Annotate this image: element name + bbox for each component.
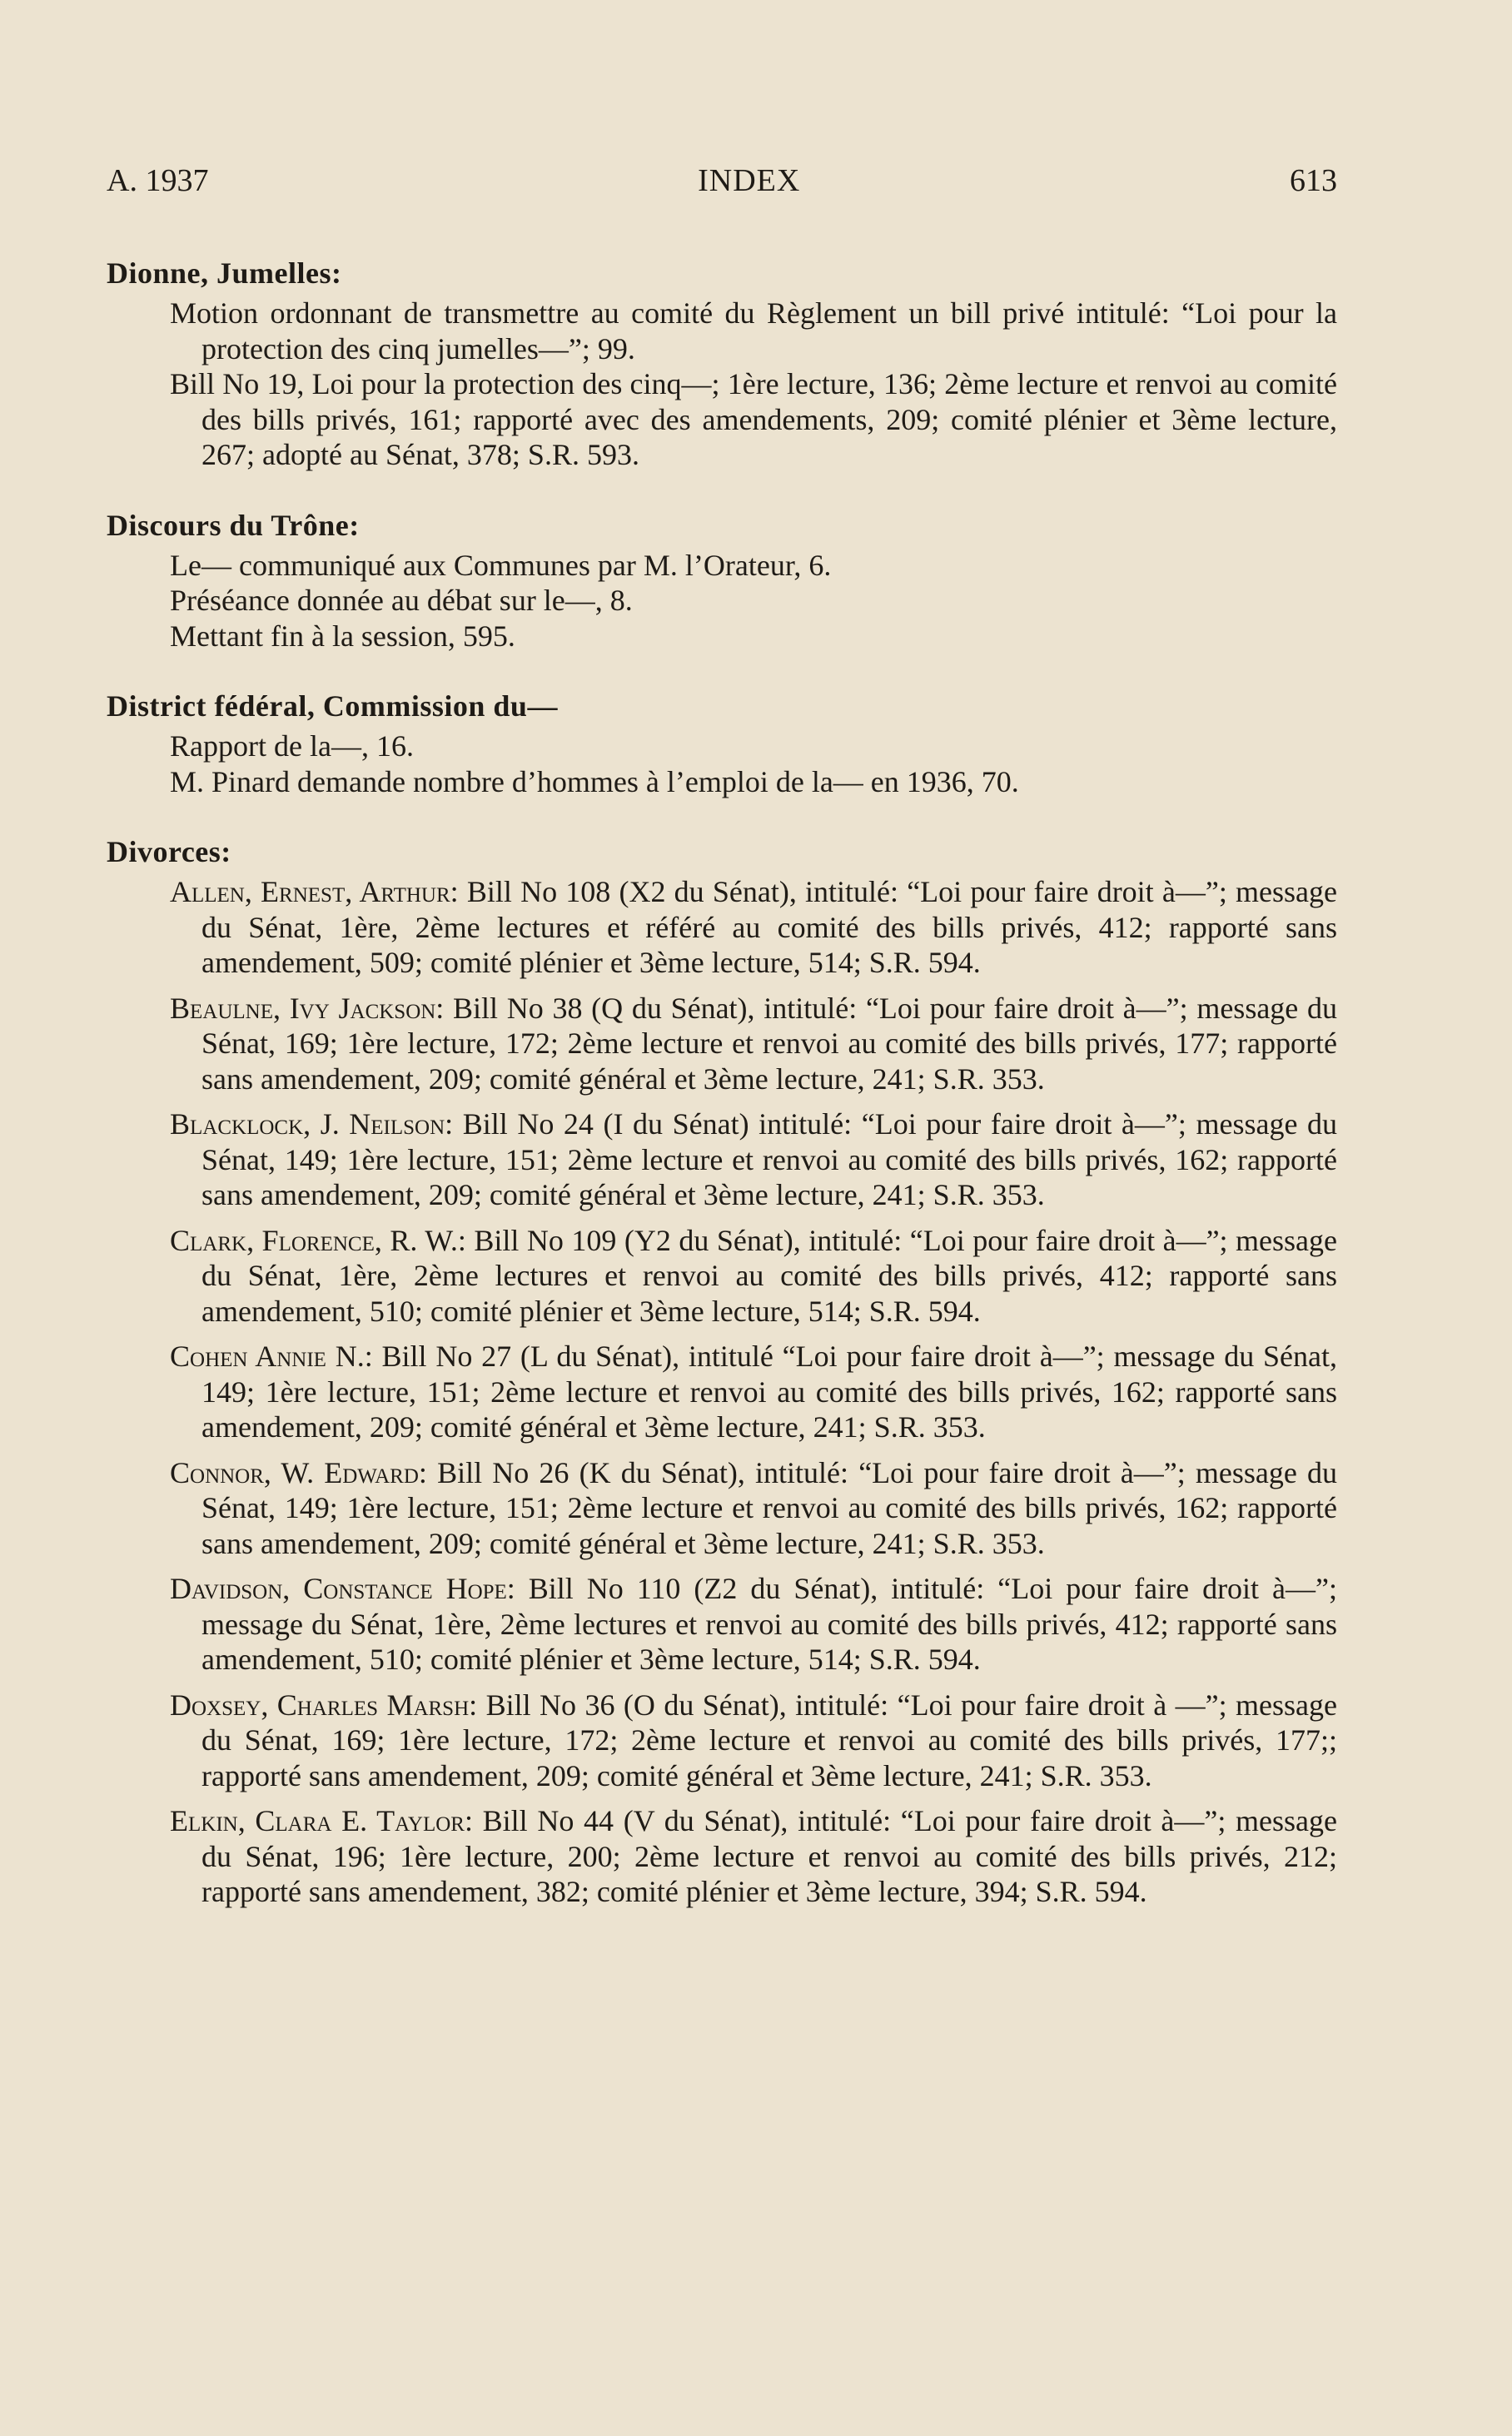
entry-name: Doxsey, Charles Marsh: bbox=[170, 1688, 478, 1722]
header-title: INDEX bbox=[698, 163, 801, 198]
section-discours-du-trone bbox=[107, 508, 1337, 654]
entry-name: Cohen Annie N.: bbox=[170, 1340, 373, 1373]
entry-name: Clark, Florence, R. W.: bbox=[170, 1223, 466, 1257]
entry-name: Beaulne, Ivy Jackson: bbox=[170, 991, 445, 1025]
divorce-entry bbox=[138, 1223, 1337, 1330]
divorce-entry bbox=[138, 1455, 1337, 1562]
divorce-entry bbox=[138, 1106, 1337, 1213]
section-divorces bbox=[107, 834, 1337, 1910]
divorce-entry bbox=[138, 991, 1337, 1097]
section-dionne-jumelles bbox=[107, 256, 1337, 473]
entry-text: Bill No 26 (K du Sénat), intitulé: “Loi pour faire droit à—”; message du Sénat, 149; 1ère lecture, 151; 2ème lecture et renvoi au comité des bills privés, 162; rapporté sans amendement, 209; comité général et 3ème lecture, 241; S.R. 353. bbox=[201, 1455, 1337, 1560]
entry-text: Bill No 27 (L du Sénat), intitulé “Loi pour faire droit à—”; message du Sénat, 149; 1ère lecture, 151; 2ème lecture et renvoi au comité des bills privés, 162; rapporté sans amendement, 209; comité général et 3ème lecture, 241; S.R. 353. bbox=[201, 1340, 1337, 1444]
entry-text: Bill No 108 (X2 du Sénat), intitulé: “Loi pour faire droit à—”; message du Sénat, 1ère, 2ème lectures et référé au comité des bills privés, 412; rapporté sans amendement, 509; comité plénier et 3ème lecture, 514; S.R. 594. bbox=[201, 875, 1337, 979]
running-header bbox=[107, 162, 1337, 199]
entry-text: Bill No 38 (Q du Sénat), intitulé: “Loi pour faire droit à—”; message du Sénat, 169; 1ère lecture, 172; 2ème lecture et renvoi au comité des bills privés, 177; rapporté sans amendement, 209; comité général et 3ème lecture, 241; S.R. 353. bbox=[201, 991, 1337, 1096]
divorce-entry bbox=[138, 1688, 1337, 1794]
section-district-federal bbox=[107, 689, 1337, 799]
index-entry: Bill No 19, Loi pour la protection des cinq—; 1ère lecture, 136; 2ème lecture et renvoi au comité des bills privés, 161; rapporté avec des amendements, 209; comité plénier et 3ème lecture, 267; adopté au Sénat, 378; S.R. 593. bbox=[170, 367, 1337, 471]
entry-text: Bill No 44 (V du Sénat), intitulé: “Loi pour faire droit à—”; message du Sénat, 196; 1ère lecture, 200; 2ème lecture et renvoi au comité des bills privés, 212; rapporté sans amendement, 382; comité plénier et 3ème lecture, 394; S.R. 594. bbox=[201, 1804, 1337, 1908]
page-number: 613 bbox=[1290, 163, 1337, 198]
entry-text: Bill No 36 (O du Sénat), intitulé: “Loi pour faire droit à —”; message du Sénat, 169; 1ère lecture, 172; 2ème lecture et renvoi au comité des bills privés, 177;; rapporté sans amendement, 209; comité général et 3ème lecture, 241; S.R. 353. bbox=[201, 1688, 1338, 1792]
entry-name: Elkin, Clara E. Taylor: bbox=[170, 1804, 473, 1837]
section-heading: Dionne, Jumelles: bbox=[107, 256, 342, 290]
divorce-entry bbox=[138, 1803, 1337, 1910]
entry-name: Davidson, Constance Hope: bbox=[170, 1572, 515, 1605]
entry-name: Blacklock, J. Neilson: bbox=[170, 1107, 454, 1141]
index-entry: M. Pinard demande nombre d’hommes à l’emploi de la— en 1936, 70. bbox=[170, 764, 1019, 798]
entry-text: Bill No 109 (Y2 du Sénat), intitulé: “Loi pour faire droit à—”; message du Sénat, 1ère, 2ème lectures et renvoi au comité des bills privés, 412; rapporté sans amendement, 510; comité plénier et 3ème lecture, 514; S.R. 594. bbox=[201, 1223, 1337, 1328]
entry-text: Bill No 110 (Z2 du Sénat), intitulé: “Loi pour faire droit à—”; message du Sénat, 1ère, 2ème lectures et renvoi au comité des bills privés, 412; rapporté sans amendement, 510; comité plénier et 3ème lecture, 514; S.R. 594. bbox=[201, 1572, 1337, 1676]
index-entry: Rapport de la—, 16. bbox=[170, 729, 414, 763]
entry-text: Bill No 24 (I du Sénat) intitulé: “Loi pour faire droit à—”; message du Sénat, 149; 1ère lecture, 151; 2ème lecture et renvoi au comité des bills privés, 162; rapporté sans amendement, 209; comité général et 3ème lecture, 241; S.R. 353. bbox=[201, 1107, 1337, 1211]
entry-name: Connor, W. Edward: bbox=[170, 1455, 427, 1489]
divorce-entry bbox=[138, 1571, 1337, 1678]
section-heading: Divorces: bbox=[107, 835, 231, 868]
divorce-entry bbox=[138, 1339, 1337, 1445]
entry-name: Allen, Ernest, Arthur: bbox=[170, 875, 459, 908]
index-entry: Mettant fin à la session, 595. bbox=[170, 619, 515, 653]
index-entry: Le— communiqué aux Communes par M. l’Orateur, 6. bbox=[170, 548, 832, 582]
header-year: A. 1937 bbox=[107, 163, 209, 198]
section-heading: Discours du Trône: bbox=[107, 508, 360, 542]
index-entry: Préséance donnée au débat sur le—, 8. bbox=[170, 584, 633, 617]
index-entry: Motion ordonnant de transmettre au comité du Règlement un bill privé intitulé: “Loi pour la protection des cinq jumelles—”; 99. bbox=[170, 296, 1337, 365]
section-heading: District fédéral, Commission du— bbox=[107, 689, 558, 723]
divorce-entry bbox=[138, 874, 1337, 981]
